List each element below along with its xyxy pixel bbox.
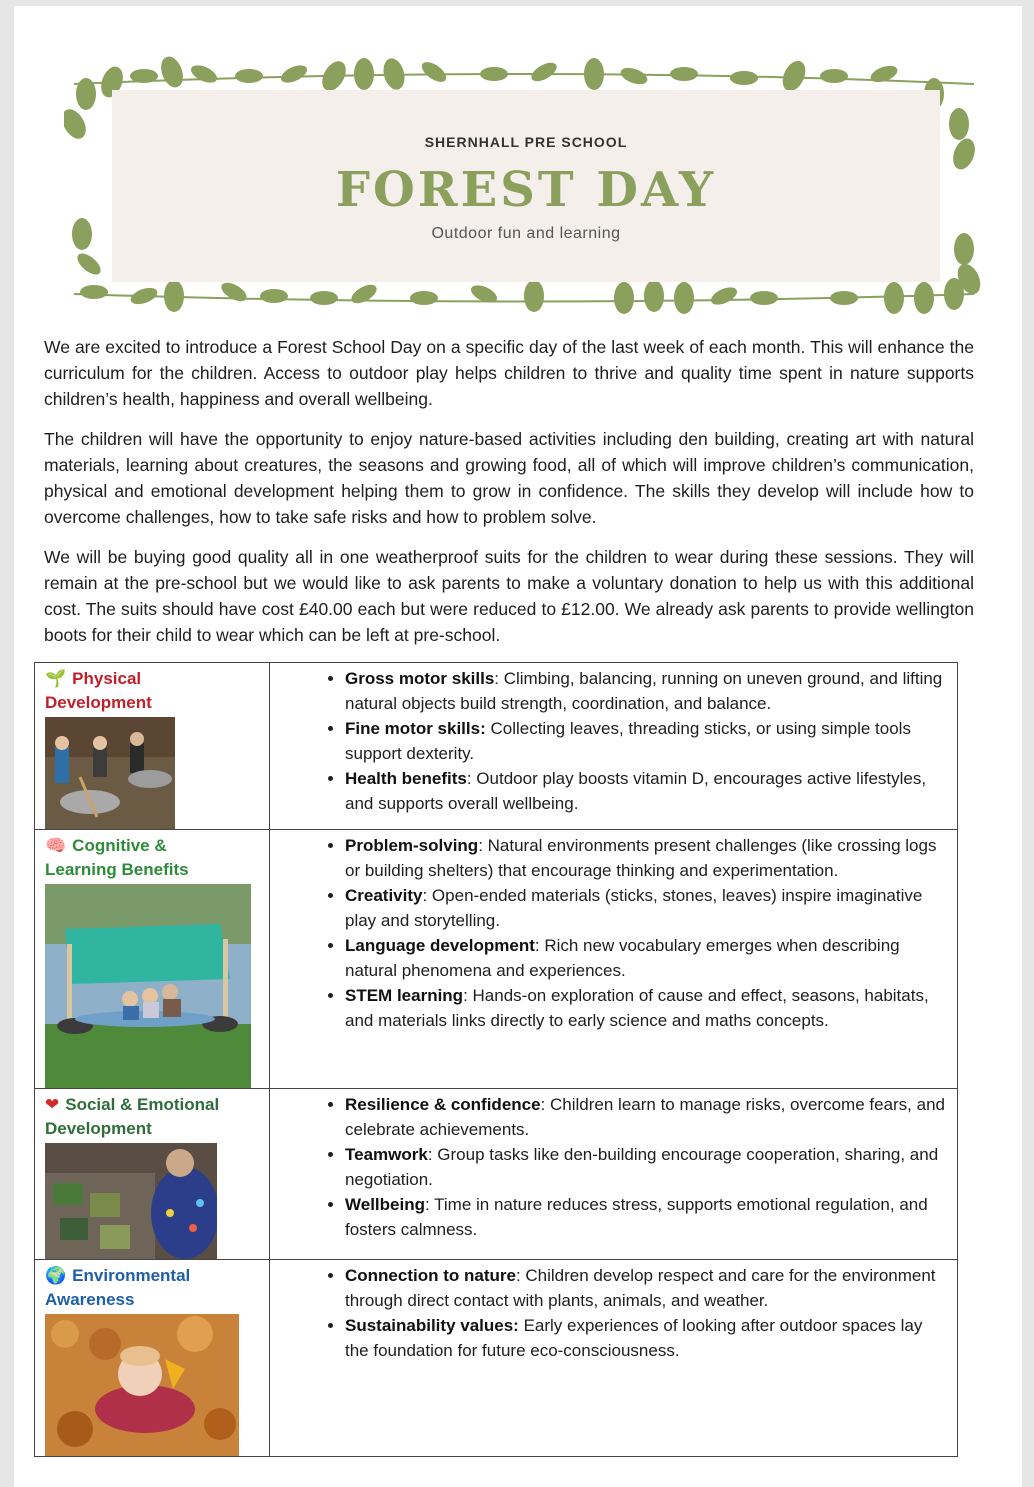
list-item: • Teamwork: Group tasks like den-building encourage cooperation, sharing, and negotiation. [345, 1143, 947, 1192]
list-item: • Language development: Rich new vocabulary emerges when describing natural phenomena and experiences. [345, 934, 947, 983]
flyer-page [14, 6, 1022, 1487]
category-title: ❤ Social & Emotional Development [45, 1095, 220, 1138]
list-item: • Health benefits: Outdoor play boosts vitamin D, encourages active lifestyles, and supports overall wellbeing. [345, 767, 947, 816]
list-item: • Creativity: Open-ended materials (sticks, stones, leaves) inspire imaginative play and storytelling. [345, 884, 947, 933]
intro-text [44, 334, 974, 662]
points-cell [270, 1260, 958, 1457]
list-item: • Connection to nature: Children develop respect and care for the environment through direct contact with plants, animals, and weather. [345, 1264, 947, 1313]
intro-paragraph: We will be buying good quality all in one weatherproof suits for the children to wear during these sessions. They will remain at the pre-school but we would like to ask parents to make a voluntary donation to help us with this additional cost. The suits should have cost £40.00 each but were reduced to £12.00. We already ask parents to provide wellington boots for their child to wear which can be left at pre-school. [44, 547, 974, 645]
physical-photo [45, 717, 175, 829]
environmental-photo [45, 1314, 239, 1456]
intro-paragraph: We are excited to introduce a Forest School Day on a specific day of the last week of each month. This will enhance the curriculum for the children. Access to outdoor play helps children to thrive and quality time spent in nature supports children’s health, happiness and overall wellbeing. [44, 337, 974, 409]
benefit-list [310, 834, 947, 1033]
list-item: • STEM learning: Hands-on exploration of cause and effect, seasons, habitats, and materials links directly to early science and maths concepts. [345, 984, 947, 1033]
globe-icon: 🌍 [45, 1266, 67, 1286]
list-item: • Gross motor skills: Climbing, balancing, running on uneven ground, and lifting natural objects build strength, coordination, and balance. [345, 667, 947, 716]
brain-icon: 🧠 [45, 836, 67, 856]
seedling-icon: 🌱 [45, 669, 67, 689]
table-row [35, 1260, 958, 1457]
banner-card [112, 90, 940, 282]
intro-paragraph: The children will have the opportunity to enjoy nature-based activities including den building, creating art with natural materials, learning about creatures, the seasons and growing food, all of which will improve children’s communication, physical and emotional development helping them to grow in confidence. The skills they develop will include how to overcome challenges, how to take safe risks and how to problem solve. [44, 429, 974, 527]
points-cell [270, 663, 958, 830]
benefit-list [310, 1093, 947, 1242]
cognitive-photo [45, 884, 251, 1088]
list-item: • Fine motor skills: Collecting leaves, threading sticks, or using simple tools support dexterity. [345, 717, 947, 766]
list-item: • Sustainability values: Early experiences of looking after outdoor spaces lay the foundation for future eco-consciousness. [345, 1314, 947, 1363]
list-item: • Resilience & confidence: Children learn to manage risks, overcome fears, and celebrate achievements. [345, 1093, 947, 1142]
category-title: 🌱 Physical Development [45, 669, 152, 712]
page-title: FOREST DAY [335, 162, 717, 218]
page-subtitle: Outdoor fun and learning [431, 225, 621, 242]
list-item: • Wellbeing: Time in nature reduces stress, supports emotional regulation, and fosters calmness. [345, 1193, 947, 1242]
points-cell [270, 830, 958, 1089]
header-banner [64, 54, 986, 316]
heart-icon: ❤ [45, 1095, 60, 1115]
category-title: 🧠 Cognitive & Learning Benefits [45, 836, 189, 879]
category-cell [35, 830, 270, 1089]
benefits-table [34, 662, 958, 1457]
category-title: 🌍 Environmental Awareness [45, 1266, 191, 1309]
points-cell [270, 1089, 958, 1260]
benefit-list [310, 667, 947, 816]
category-cell [35, 663, 270, 830]
school-name: SHERNHALL PRE SCHOOL [424, 134, 628, 150]
category-cell [35, 1089, 270, 1260]
benefit-list [310, 1264, 947, 1363]
social-photo [45, 1143, 217, 1259]
list-item: • Problem-solving: Natural environments present challenges (like crossing logs or building shelters) that encourage thinking and experimentation. [345, 834, 947, 883]
category-cell [35, 1260, 270, 1457]
table-row [35, 1089, 958, 1260]
table-row [35, 663, 958, 830]
table-row [35, 830, 958, 1089]
